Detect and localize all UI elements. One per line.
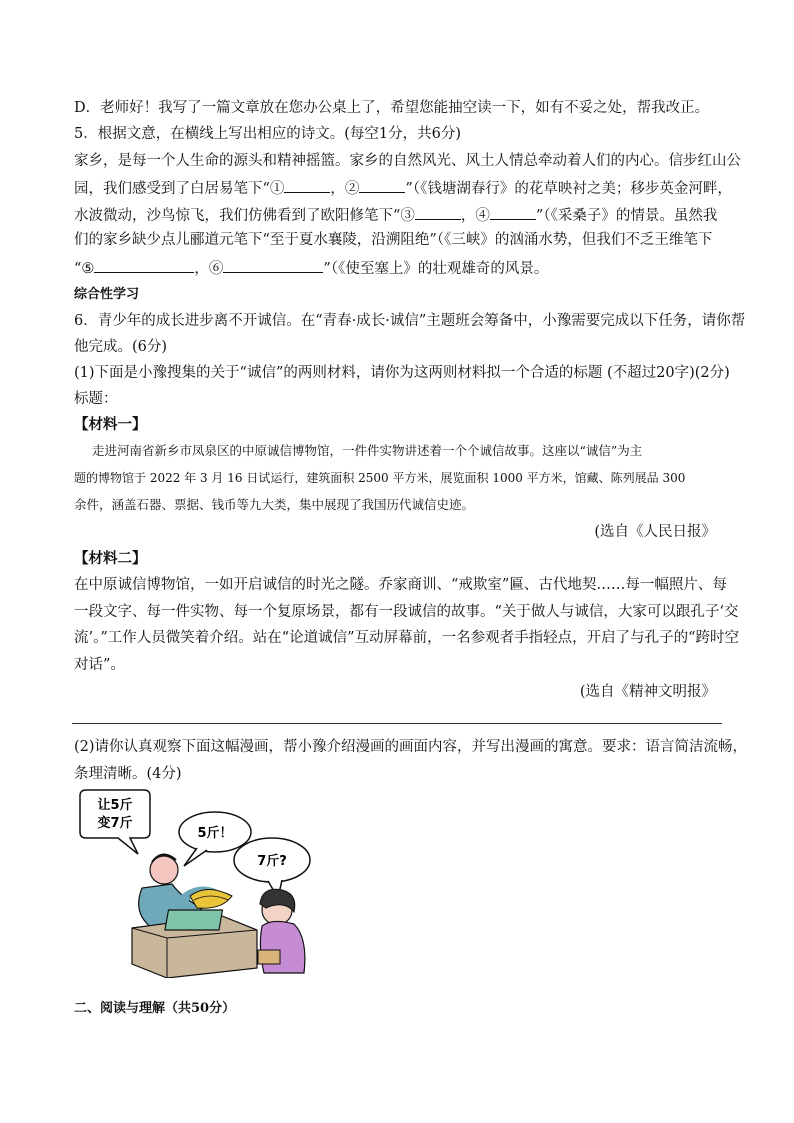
material-2-line-2: 一段文字、每一件实物、每一个复原场景，都有一段诚信的故事。“关于做人与诚信，大家可以跟孔子‘交 (74, 604, 739, 620)
material-1-line-3: 余件，涵盖石器、票据、钱币等九大类，集中展现了我国历代诚信史迹。 (74, 497, 475, 512)
q6-sub-1: (1)下面是小豫搜集的关于“诚信”的两则材料，请你为这两则材料拟一个合适的标题 (不超过20字)(2分) (74, 365, 730, 381)
label-title: 标题： (74, 391, 118, 407)
material-1-source: (选自《人民日报》 (594, 524, 716, 540)
material-2-line-4: 对话”。 (74, 657, 125, 673)
customer-figure (258, 889, 305, 973)
bubble-right-text: 7斤? (257, 854, 287, 869)
blank-1 (284, 178, 330, 193)
q5-para-line-1: 家乡，是每一个人生命的源头和精神摇篮。家乡的自然风光、风土人情总牵动着人们的内心。信步红山公 (74, 153, 741, 169)
answer-line (72, 723, 722, 724)
bubble-mid-text: 5斤！ (197, 826, 233, 841)
option-d: D．老师好！我写了一篇文章放在您办公桌上了，希望您能抽空读一下，如有不妥之处，帮我改正。 (74, 100, 710, 116)
q6-sub-2-line-2: 条理清晰。(4分) (74, 766, 182, 782)
blank-4 (490, 205, 536, 220)
cartoon-image (72, 788, 337, 978)
question-5-title: 5．根据文意，在横线上写出相应的诗文。(每空1分，共6分) (74, 126, 461, 142)
bubble-big-line-2: 变7斤 (97, 816, 133, 831)
q5-para-line-4: 们的家乡缺少点儿郦道元笔下“至于夏水襄陵，沿溯阻绝”（《三峡》的汹涌水势，但我们不乏王维笔下 (74, 232, 713, 248)
material-2-line-1: 在中原诚信博物馆，一如开启诚信的时光之隧。乔家商训、“戒欺室”匾、古代地契……每一幅照片、每 (74, 577, 727, 593)
q6-line-2: 他完成。(6分) (74, 339, 168, 355)
q5-para-line-2: 园，我们感受到了白居易笔下“① ，② ”（《钱塘湖春行》的花草映衬之美；移步英金河畔， (74, 178, 724, 198)
material-2-source: (选自《精神文明报》 (579, 684, 716, 700)
q6-sub-2-line-1: (2)请你认真观察下面这幅漫画，帮小豫介绍漫画的画面内容，并写出漫画的寓意。要求：语言简洁流畅， (74, 739, 748, 755)
blank-2 (359, 178, 405, 193)
q6-line-1: 6．青少年的成长进步离不开诚信。在“青春·成长·诚信”主题班会筹备中，小豫需要完成以下任务，请你帮 (74, 313, 746, 329)
section-title: 综合性学习 (74, 287, 140, 302)
material-1-head: 【材料一】 (74, 416, 147, 433)
blank-6 (223, 258, 323, 273)
q5-para-line-3: 水波微动，沙鸟惊飞，我们仿佛看到了欧阳修笔下“③ ，④ ”（《采桑子》的情景。虽然我 (74, 205, 724, 225)
material-1-line-1: 走进河南省新乡市凤泉区的中原诚信博物馆，一件件实物讲述着一个个诚信故事。这座以“诚信”为主 (92, 443, 643, 458)
material-2-head: 【材料二】 (74, 550, 147, 567)
blank-5 (94, 258, 194, 273)
blank-3 (415, 205, 461, 220)
bubble-big-line-1: 让5斤 (97, 798, 133, 813)
material-2-line-3: 流’。”工作人员微笑着介绍。站在“论道诚信”互动屏幕前，一名参观者手指轻点，开启了与孔子的“跨时空 (74, 630, 740, 646)
part-2-title: 二、阅读与理解（共50分） (74, 1001, 236, 1016)
material-1-line-2: 题的博物馆于 2022 年 3 月 16 日试运行，建筑面积 2500 平方米，展览面积 1000 平方米，馆藏、陈列展品 300 (74, 471, 686, 485)
q5-para-line-5: “⑤ ，⑥ ”（《使至塞上》的壮观雄奇的风景。 (74, 258, 724, 278)
